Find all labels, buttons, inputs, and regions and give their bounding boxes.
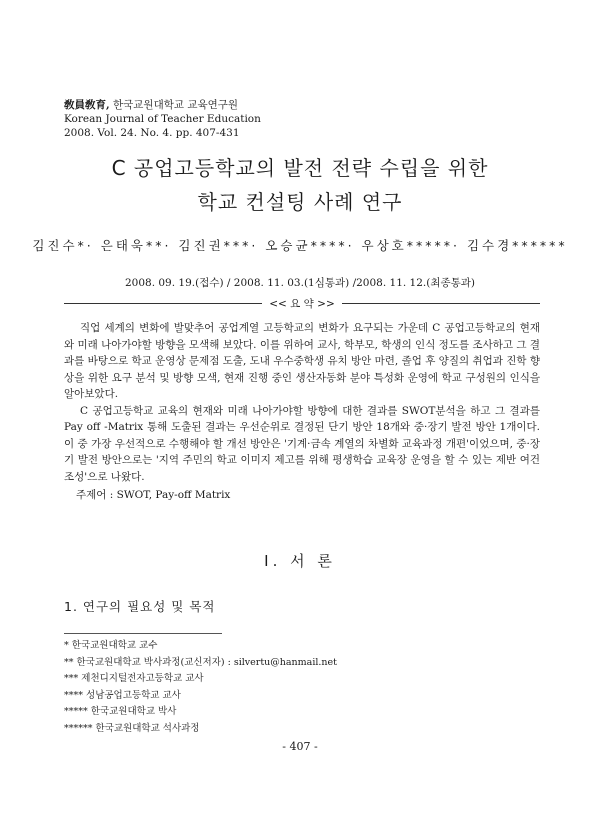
- footnotes: [64, 638, 337, 737]
- footnote-item: ****** 한국교원대학교 석사과정: [64, 722, 200, 734]
- footnote-rule: [64, 633, 222, 634]
- abstract-paragraph: 직업 세계의 변화에 발맞추어 공업계열 고등학교의 변화가 요구되는 가운데 C 공업고등학교의 현재와 미래 나아가야할 방향을 모색해 보았다. 이를 위하여 교사, 학부모, 학생의 인식 정도를 조사하고 그 결과를 바탕으로 학교 운영상 문제점 도출, 도내 우수중학생 유치 방안 마련, 졸업 후 양질의 취업과 진학 향상을 위한 요구 분석 및 방향 모색, 현재 진행 중인 생산자동화 분야 특성화 운영에 학교 구성원의 인식을 알아보았다.: [64, 322, 540, 400]
- footnote-item: ** 한국교원대학교 박사과정(교신저자) : silvertu@hanmail.net: [64, 656, 337, 668]
- submission-dates: 2008. 09. 19.(접수) / 2008. 11. 03.(1심통과) /2008. 11. 12.(최종통과): [124, 277, 476, 289]
- journal-name-korean: 敎員敎育, 한국교원대학교 교육연구원: [64, 99, 239, 111]
- paper-title-line2: 학교 컨설팅 사례 연구: [197, 190, 403, 214]
- abstract-body: [64, 320, 540, 485]
- journal-name-english: Korean Journal of Teacher Education: [64, 113, 261, 125]
- author-list: 김진수*· 은태욱**· 김진권***· 오승균****· 우상호*****· 김수경******: [32, 238, 568, 253]
- section-heading-introduction: Ⅰ. 서 론: [264, 552, 336, 570]
- page-number: - 407 -: [282, 740, 318, 753]
- abstract-heading: [64, 296, 540, 310]
- footnote-item: ***** 한국교원대학교 박사: [64, 706, 177, 717]
- journal-header: [64, 98, 261, 140]
- footnote-item: **** 성남공업고등학교 교사: [64, 689, 181, 701]
- abstract-paragraph: C 공업고등학교 교육의 현재와 미래 나아가야할 방향에 대한 결과를 SWOT분석을 하고 그 결과를 Pay off -Matrix 통해 도출된 결과는 우선순위로 결정된 단기 방안 18개와 중·장기 발전 방안 1개이다. 이 중 가장 우선적으로 수행해야 할 개선 방안은 '기계·금속 계열의 차별화 교육과정 개편'이었으며, 중·장기 발전 방안으로는 '지역 주민의 학교 이미지 제고를 위해 평생학습 교육장 운영을 할 수 있는 제반 여건 조성'으로 나왔다.: [64, 404, 540, 483]
- abstract-label: << 요 약 >>: [269, 298, 335, 310]
- footnote-item: *** 제천디지털전자고등학교 교사: [64, 673, 204, 684]
- paper-title-line1: C 공업고등학교의 발전 전략 수립을 위한: [111, 156, 489, 180]
- subsection-heading: 1. 연구의 필요성 및 목적: [64, 599, 216, 614]
- footnote-item: * 한국교원대학교 교수: [64, 640, 158, 651]
- journal-citation: 2008. Vol. 24. No. 4. pp. 407-431: [64, 127, 240, 139]
- abstract-rule-right: [342, 303, 540, 304]
- keywords: 주제어 : SWOT, Pay-off Matrix: [76, 489, 231, 501]
